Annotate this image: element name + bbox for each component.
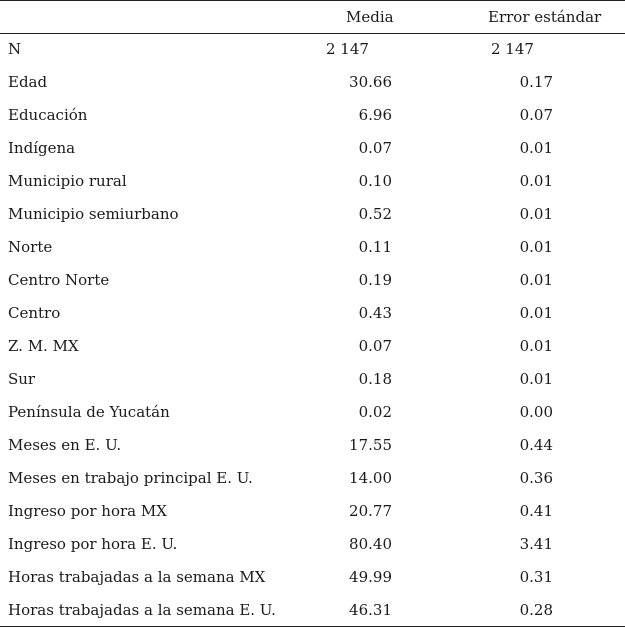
row-error-value: 0.01 <box>519 370 553 388</box>
row-error-value: 0.01 <box>519 139 553 157</box>
row-media-value: 0.19 <box>358 271 392 289</box>
row-media-value: 0.18 <box>358 370 392 388</box>
row-media-value: 0.52 <box>358 205 392 223</box>
row-label: Centro <box>8 304 61 322</box>
row-media-value: 14.00 <box>349 469 392 487</box>
table-row <box>0 462 625 495</box>
row-error-value: 0.01 <box>519 337 553 355</box>
row-media-value: 20.77 <box>349 502 392 520</box>
row-label: Ingreso por hora MX <box>8 502 167 520</box>
row-media-value: 0.11 <box>358 238 392 256</box>
row-media-value: 0.07 <box>358 139 392 157</box>
row-label: Z. M. MX <box>8 337 79 355</box>
row-label: Meses en E. U. <box>8 436 122 454</box>
row-error-value: 2 147 <box>491 40 534 58</box>
table-row <box>0 429 625 462</box>
table-row <box>0 165 625 198</box>
table-row <box>0 132 625 165</box>
table-row <box>0 99 625 132</box>
row-label: Edad <box>8 73 48 91</box>
row-media-value: 0.10 <box>358 172 392 190</box>
row-error-value: 0.01 <box>519 205 553 223</box>
row-label: Horas trabajadas a la semana E. U. <box>8 601 276 619</box>
row-label: Ingreso por hora E. U. <box>8 535 178 553</box>
row-media-value: 17.55 <box>349 436 392 454</box>
table-row <box>0 264 625 297</box>
row-media-value: 2 147 <box>326 40 369 58</box>
row-error-value: 0.01 <box>519 238 553 256</box>
row-media-value: 80.40 <box>349 535 392 553</box>
row-error-value: 0.41 <box>519 502 553 520</box>
row-label: Horas trabajadas a la semana MX <box>8 568 266 586</box>
row-media-value: 0.07 <box>358 337 392 355</box>
row-error-value: 0.31 <box>519 568 553 586</box>
row-error-value: 3.41 <box>519 535 553 553</box>
row-label: Municipio semiurbano <box>8 205 179 223</box>
table-row <box>0 396 625 429</box>
table-row <box>0 330 625 363</box>
table-row <box>0 297 625 330</box>
row-label: Educación <box>8 106 88 124</box>
row-error-value: 0.00 <box>519 403 553 421</box>
row-media-value: 0.02 <box>358 403 392 421</box>
table-row <box>0 561 625 594</box>
row-media-value: 30.66 <box>349 73 392 91</box>
row-error-value: 0.17 <box>519 73 553 91</box>
row-error-value: 0.36 <box>519 469 553 487</box>
table-row <box>0 363 625 396</box>
row-label: Indígena <box>8 139 76 157</box>
row-media-value: 49.99 <box>349 568 392 586</box>
row-label: Municipio rural <box>8 172 127 190</box>
row-media-value: 0.43 <box>358 304 392 322</box>
row-label: Norte <box>8 238 53 256</box>
table-row <box>0 198 625 231</box>
table-row <box>0 594 625 627</box>
row-error-value: 0.44 <box>519 436 553 454</box>
row-media-value: 6.96 <box>358 106 392 124</box>
table-row <box>0 495 625 528</box>
column-header-media: Media <box>346 8 394 26</box>
row-label: N <box>8 40 22 58</box>
row-error-value: 0.28 <box>519 601 553 619</box>
column-header-error: Error estándar <box>488 8 602 26</box>
row-media-value: 46.31 <box>349 601 392 619</box>
table-row <box>0 33 625 66</box>
table-row <box>0 528 625 561</box>
table-row <box>0 231 625 264</box>
row-label: Meses en trabajo principal E. U. <box>8 469 253 487</box>
table-row <box>0 66 625 99</box>
table-bottom-rule <box>0 626 625 627</box>
row-error-value: 0.01 <box>519 304 553 322</box>
row-label: Península de Yucatán <box>8 403 170 421</box>
row-label: Sur <box>8 370 36 388</box>
row-label: Centro Norte <box>8 271 110 289</box>
row-error-value: 0.01 <box>519 172 553 190</box>
row-error-value: 0.01 <box>519 271 553 289</box>
row-error-value: 0.07 <box>519 106 553 124</box>
